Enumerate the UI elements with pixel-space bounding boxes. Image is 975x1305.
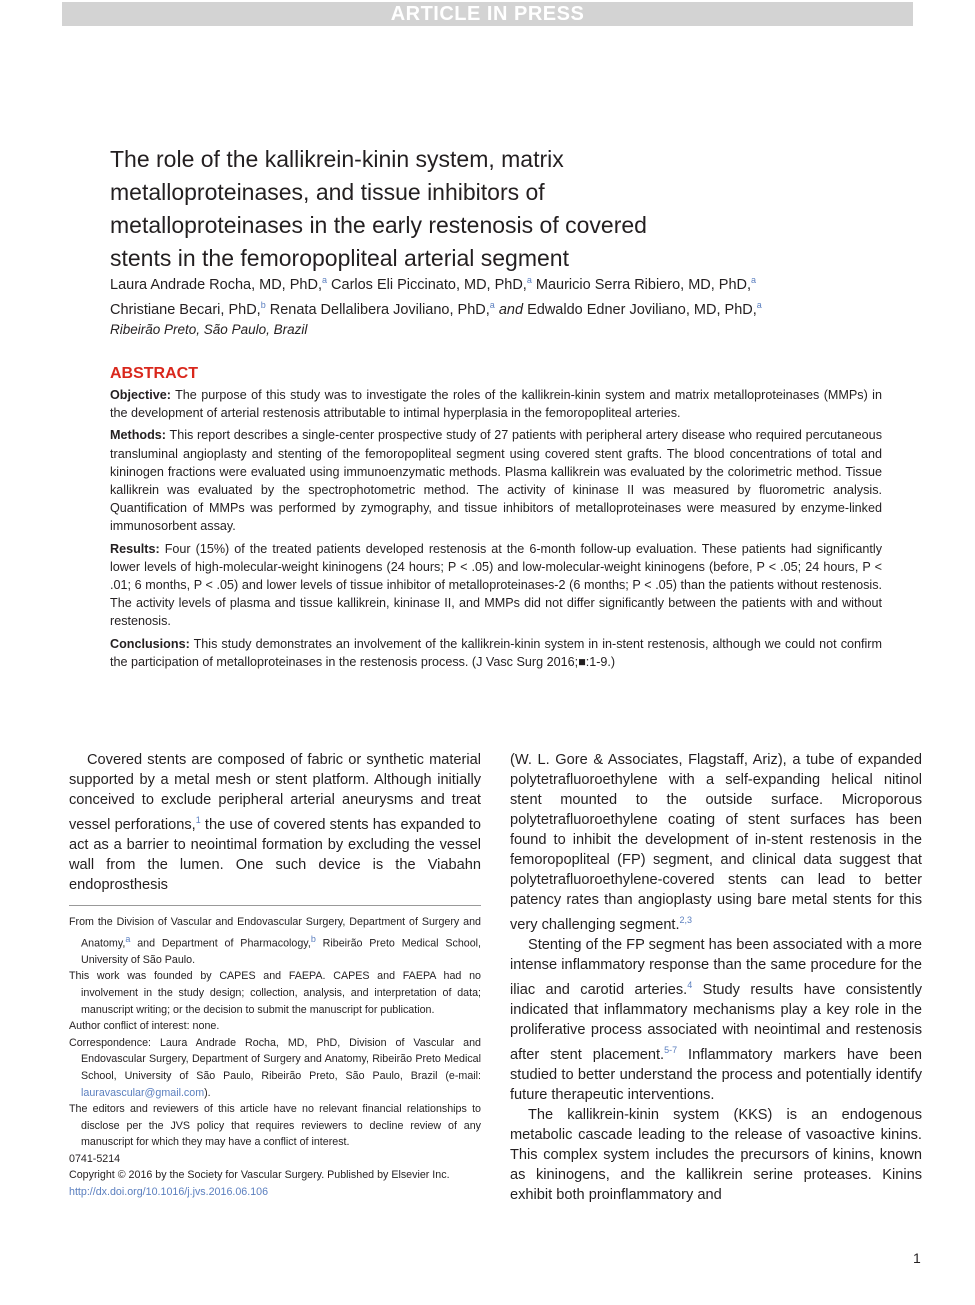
abstract bbox=[110, 364, 882, 675]
footnote-conflict: Author conflict of interest: none. bbox=[69, 1020, 220, 1033]
citation-ref[interactable]: 2,3 bbox=[679, 915, 693, 925]
affiliation-marker: a bbox=[125, 933, 131, 944]
page-number: 1 bbox=[913, 1250, 921, 1266]
affiliation-marker: a bbox=[751, 275, 757, 285]
author-name: Christiane Becari, PhD, bbox=[110, 301, 261, 318]
author-name: Mauricio Serra Ribiero, MD, PhD, bbox=[535, 276, 752, 293]
footnote-text: Correspondence: Laura Andrade Rocha, MD, PhD, Division of Vascular and Endovascular Surgery, Department of Surgery and Anatomy, Ribeirão Preto Medical School, University of São Paulo, Ribeirão Preto, São Paulo, Brazil (e-mail: bbox=[69, 1036, 481, 1082]
body-text: Inflammatory markers have been studied to better understand the process and potentially identify future therapeutic interventions. bbox=[510, 1046, 922, 1103]
author-name: Laura Andrade Rocha, MD, PhD, bbox=[110, 276, 322, 293]
affiliation-marker: b bbox=[260, 299, 266, 310]
article-title bbox=[110, 143, 750, 275]
doi-link[interactable]: http://dx.doi.org/10.1016/j.jvs.2016.06.106 bbox=[69, 1186, 269, 1199]
author-name: Renata Dellalibera Joviliano, PhD, bbox=[269, 301, 490, 318]
citation-ref[interactable]: 1 bbox=[195, 815, 201, 825]
footnote-text: and Department of Pharmacology, bbox=[130, 937, 311, 950]
abstract-results bbox=[110, 540, 882, 631]
footnote-editors: The editors and reviewers of this article have no relevant financial relationships to disclose per the JVS policy that requires reviewers to decline review of any manuscript for which they may have a conflict of interest. bbox=[69, 1103, 481, 1149]
section-text: The purpose of this study was to investigate the roles of the kallikrein-kinin system and matrix metalloproteinases (MMPs) in the development of arterial restenosis attributable to intimal hyperplasia in the femoropopliteal arteries. bbox=[110, 388, 882, 421]
affiliation-marker: a bbox=[321, 275, 327, 285]
section-label: Objective: bbox=[110, 388, 171, 402]
body-paragraph: The kallikrein-kinin system (KKS) is an endogenous metabolic cascade leading to the release of vasoactive kinins. This complex system includes the precursors of kinins, known as kininogens, and the kallikrein serine proteases. Kinins exhibit both proinflammatory and bbox=[510, 1106, 922, 1203]
email-link[interactable]: lauravascular@gmail.com bbox=[81, 1086, 205, 1099]
footnote-copyright: Copyright © 2016 by the Society for Vascular Surgery. Published by Elsevier Inc. bbox=[69, 1169, 450, 1182]
footnote-affiliation bbox=[69, 914, 481, 968]
author-line bbox=[110, 295, 890, 320]
section-text: This study demonstrates an involvement of the kallikrein-kinin system in in-stent restenosis, although we could not confirm the participation of metalloproteinases in the restenosis process. (J Vasc Surg 2016;■:1-9.) bbox=[110, 636, 882, 669]
affiliation-marker: b bbox=[310, 933, 316, 944]
footnote-text: From the Division of Vascular and Endovascular Surgery, Department of Surgery and Anatomy, bbox=[69, 916, 481, 950]
footnote-funding: This work was founded by CAPES and FAEPA. CAPES and FAEPA had no involvement in the study design; collection, analysis, and interpretation of data; manuscript writing; or the decision to submit the manuscript for publication. bbox=[69, 970, 481, 1016]
body-paragraph bbox=[510, 750, 922, 935]
section-label: Conclusions: bbox=[110, 636, 190, 651]
body-paragraph bbox=[69, 750, 481, 895]
author-name: Carlos Eli Piccinato, MD, PhD, bbox=[331, 276, 527, 293]
article-in-press-banner: ARTICLE IN PRESS bbox=[62, 2, 913, 26]
author-line bbox=[110, 270, 890, 295]
abstract-objective bbox=[110, 386, 882, 422]
title-line: metalloproteinases, and tissue inhibitors of bbox=[110, 179, 545, 206]
affiliation-marker: a bbox=[756, 299, 762, 310]
abstract-methods bbox=[110, 426, 882, 535]
body-text: Stenting of the FP segment has been associated with a more intense inflammatory response than the same procedure for the iliac and carotid arteries. bbox=[510, 936, 922, 998]
author-list bbox=[110, 270, 890, 340]
body-column-right bbox=[510, 750, 922, 1205]
section-label: Methods: bbox=[110, 428, 166, 443]
and-word: and bbox=[498, 301, 524, 318]
body-text: the use of covered stents has expanded to act as a barrier to neointimal formation by excluding the vessel wall from the lumen. One such device is the Viabahn endoprosthesis bbox=[69, 816, 482, 893]
citation-ref[interactable]: 5-7 bbox=[664, 1044, 678, 1055]
affiliation-marker: a bbox=[526, 275, 532, 285]
body-text: Study results have consistently indicated that inflammatory mechanisms play a key role in the proliferative process associated with neointimal and restenosis after stent placement. bbox=[510, 981, 922, 1063]
section-text: This report describes a single-center prospective study of 27 patients with peripheral artery disease who required percutaneous transluminal angioplasty and stenting of the femoropopliteal segment using covered stent grafts. The blood concentrations of total and kininogen fractions were evaluated using immunoenzymatic methods. Plasma kallikrein was evaluated by the colorimetric method. Tissue kallikrein was evaluated by the spectrophotometric method. The activity of kininase II was measured by fluorometric analysis. Quantification of MMPs was performed by zymography, and tissue inhibitors of metalloproteinases were measured by enzyme-linked immunosorbent assay. bbox=[110, 428, 882, 534]
abstract-heading: ABSTRACT bbox=[110, 365, 198, 382]
body-paragraph bbox=[510, 935, 922, 1105]
section-label: Results: bbox=[110, 541, 160, 556]
section-text: Four (15%) of the treated patients developed restenosis at the 6-month follow-up evaluation. These patients had significantly lower levels of high-molecular-weight kininogens (24 hours; P < .05) and low-molecular-weight kininogens (before, P < .05; 24 hours, P < .01; 6 months, P < .05) and lower levels of tissue inhibitor of metalloproteinases-2 (6 months; P < .05) than the patients without restenosis. The activity levels of plasma and tissue kallikrein, kininase II, and MMPs did not differ significantly between the patients with and without restenosis. bbox=[110, 541, 882, 629]
footnotes bbox=[69, 905, 481, 1201]
body-text: Covered stents are composed of fabric or synthetic material supported by a metal mesh or stent platform. Although initially conceived to exclude peripheral arterial aneurysms and treat vessel perforations, bbox=[69, 752, 481, 833]
title-line: stents in the femoropopliteal arterial segment bbox=[110, 245, 569, 272]
affiliation-marker: a bbox=[489, 299, 495, 310]
body-text: (W. L. Gore & Associates, Flagstaff, Ariz), a tube of expanded polytetrafluoroethylene with a self-expanding helical nitinol stent mounted to the outside surface. Microporous polytetrafluoroethylene coating of stent surfaces has been found to inhibit the development of in-stent restenosis in the femoropopliteal (FP) segment, and clinical data suggest that polytetrafluoroethylene-covered stents can lead to better patency rates than angioplasty using bare metal stents for this very challenging segment. bbox=[510, 752, 922, 933]
title-line: metalloproteinases in the early restenosis of covered bbox=[110, 212, 647, 239]
body-column-left bbox=[69, 750, 481, 895]
footnote-text: Ribeirão Preto Medical School, University of São Paulo. bbox=[81, 937, 482, 966]
footnote-issn: 0741-5214 bbox=[69, 1152, 121, 1165]
abstract-conclusions bbox=[110, 635, 882, 671]
footnote-text: ). bbox=[204, 1086, 211, 1099]
affiliation-location: Ribeirão Preto, São Paulo, Brazil bbox=[110, 321, 308, 337]
author-name: Edwaldo Edner Joviliano, MD, PhD, bbox=[527, 301, 757, 318]
footnote-correspondence bbox=[69, 1035, 481, 1101]
citation-ref[interactable]: 4 bbox=[687, 979, 693, 990]
title-line: The role of the kallikrein-kinin system, matrix bbox=[110, 146, 564, 173]
